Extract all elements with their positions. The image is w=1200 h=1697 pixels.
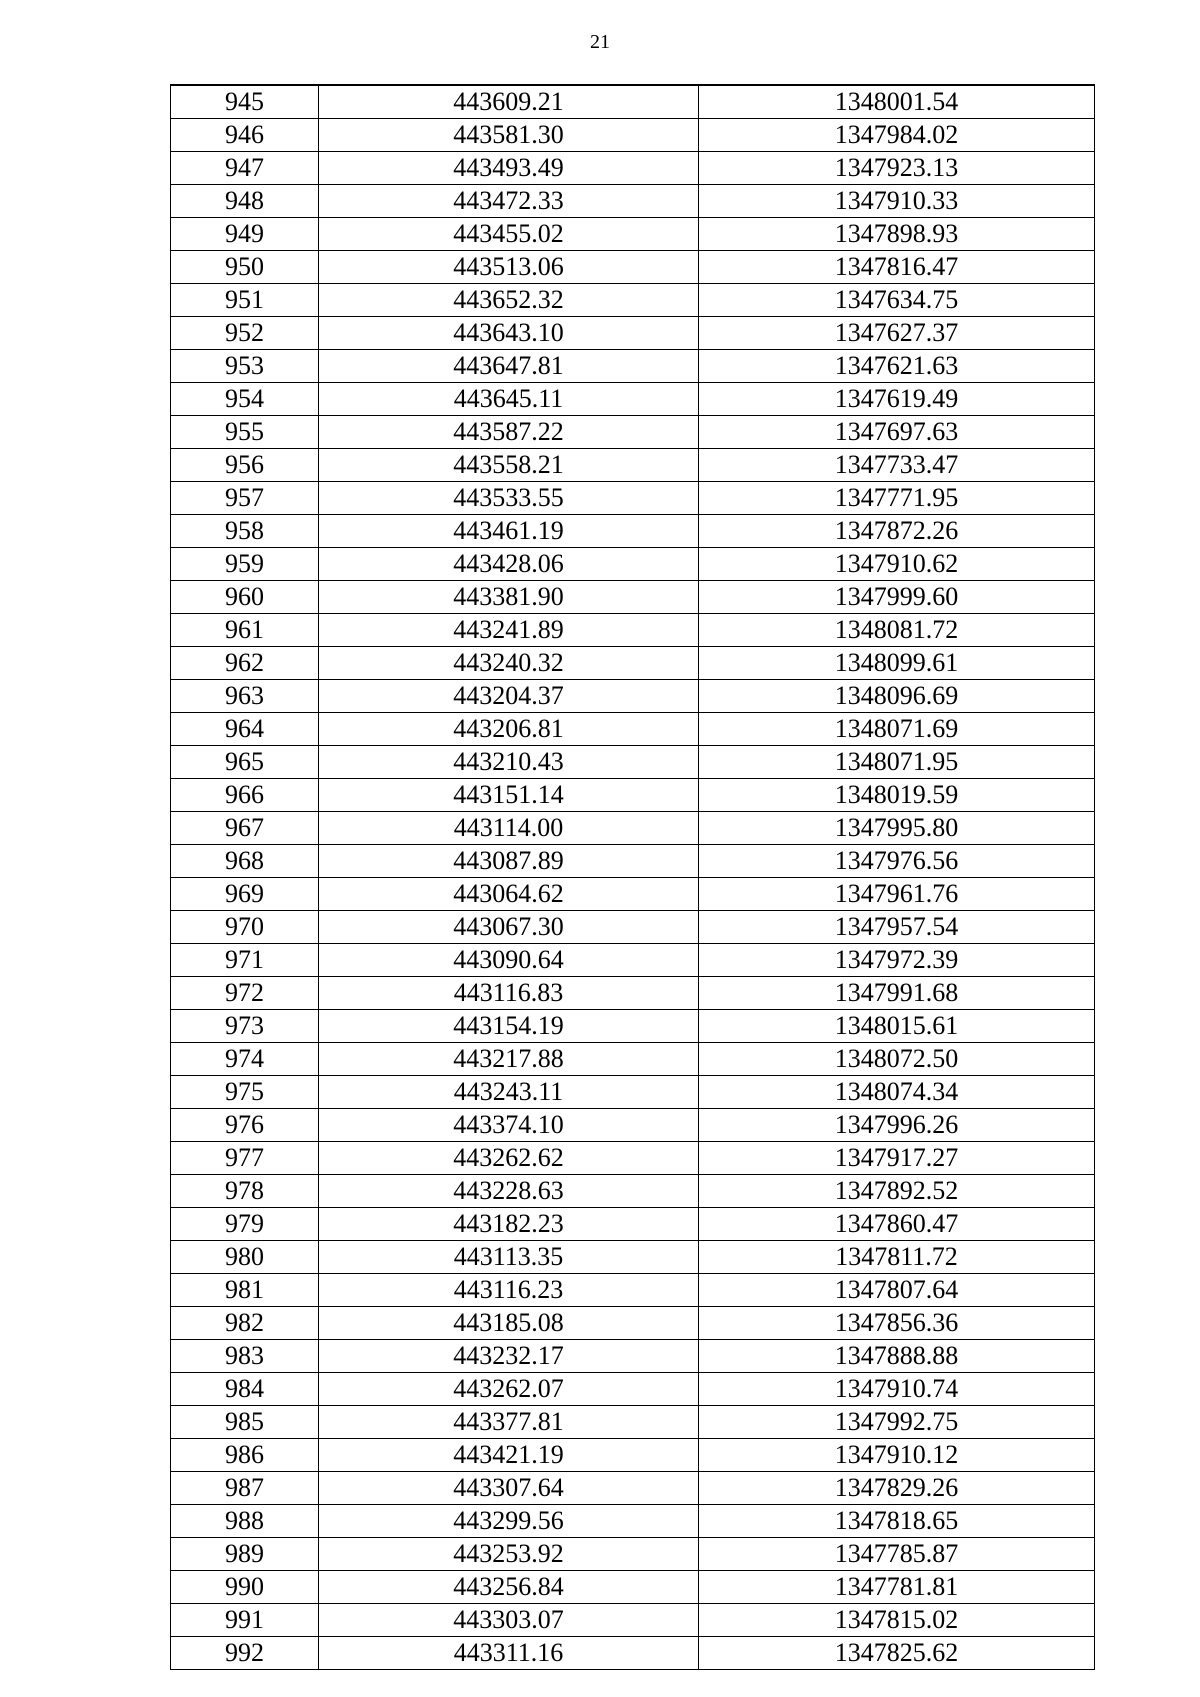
x-coordinate-cell: 443204.37: [319, 680, 699, 713]
y-coordinate-cell: 1348081.72: [699, 614, 1095, 647]
point-number-cell: 975: [171, 1076, 319, 1109]
table-row: [171, 779, 1095, 812]
y-coordinate-cell: 1347872.26: [699, 515, 1095, 548]
table-row: [171, 647, 1095, 680]
x-coordinate-cell: 443090.64: [319, 944, 699, 977]
point-number-cell: 951: [171, 284, 319, 317]
y-coordinate-cell: 1347627.37: [699, 317, 1095, 350]
x-coordinate-cell: 443253.92: [319, 1538, 699, 1571]
y-coordinate-cell: 1347818.65: [699, 1505, 1095, 1538]
x-coordinate-cell: 443645.11: [319, 383, 699, 416]
x-coordinate-cell: 443421.19: [319, 1439, 699, 1472]
x-coordinate-cell: 443374.10: [319, 1109, 699, 1142]
table-row: [171, 317, 1095, 350]
x-coordinate-cell: 443116.83: [319, 977, 699, 1010]
table-row: [171, 1109, 1095, 1142]
x-coordinate-cell: 443262.62: [319, 1142, 699, 1175]
x-coordinate-cell: 443377.81: [319, 1406, 699, 1439]
y-coordinate-cell: 1348071.95: [699, 746, 1095, 779]
x-coordinate-cell: 443206.81: [319, 713, 699, 746]
x-coordinate-cell: 443513.06: [319, 251, 699, 284]
table-row: [171, 218, 1095, 251]
point-number-cell: 953: [171, 350, 319, 383]
table-row: [171, 1439, 1095, 1472]
y-coordinate-cell: 1347733.47: [699, 449, 1095, 482]
table-row: [171, 581, 1095, 614]
x-coordinate-cell: 443067.30: [319, 911, 699, 944]
point-number-cell: 976: [171, 1109, 319, 1142]
x-coordinate-cell: 443256.84: [319, 1571, 699, 1604]
coordinates-table: [170, 84, 1095, 1670]
point-number-cell: 950: [171, 251, 319, 284]
y-coordinate-cell: 1347910.33: [699, 185, 1095, 218]
point-number-cell: 983: [171, 1340, 319, 1373]
x-coordinate-cell: 443241.89: [319, 614, 699, 647]
y-coordinate-cell: 1348099.61: [699, 647, 1095, 680]
y-coordinate-cell: 1347976.56: [699, 845, 1095, 878]
point-number-cell: 980: [171, 1241, 319, 1274]
table-row: [171, 548, 1095, 581]
table-row: [171, 977, 1095, 1010]
x-coordinate-cell: 443243.11: [319, 1076, 699, 1109]
y-coordinate-cell: 1347910.12: [699, 1439, 1095, 1472]
x-coordinate-cell: 443154.19: [319, 1010, 699, 1043]
y-coordinate-cell: 1347996.26: [699, 1109, 1095, 1142]
table-row: [171, 1142, 1095, 1175]
table-row: [171, 383, 1095, 416]
y-coordinate-cell: 1347923.13: [699, 152, 1095, 185]
point-number-cell: 973: [171, 1010, 319, 1043]
table-row: [171, 416, 1095, 449]
x-coordinate-cell: 443262.07: [319, 1373, 699, 1406]
y-coordinate-cell: 1347961.76: [699, 878, 1095, 911]
point-number-cell: 984: [171, 1373, 319, 1406]
table-row: [171, 1010, 1095, 1043]
point-number-cell: 954: [171, 383, 319, 416]
point-number-cell: 990: [171, 1571, 319, 1604]
point-number-cell: 958: [171, 515, 319, 548]
y-coordinate-cell: 1347972.39: [699, 944, 1095, 977]
x-coordinate-cell: 443558.21: [319, 449, 699, 482]
point-number-cell: 974: [171, 1043, 319, 1076]
point-number-cell: 957: [171, 482, 319, 515]
point-number-cell: 982: [171, 1307, 319, 1340]
y-coordinate-cell: 1347917.27: [699, 1142, 1095, 1175]
table-row: [171, 1076, 1095, 1109]
point-number-cell: 989: [171, 1538, 319, 1571]
y-coordinate-cell: 1347781.81: [699, 1571, 1095, 1604]
table-row: [171, 85, 1095, 119]
x-coordinate-cell: 443113.35: [319, 1241, 699, 1274]
y-coordinate-cell: 1347771.95: [699, 482, 1095, 515]
y-coordinate-cell: 1347892.52: [699, 1175, 1095, 1208]
table-row: [171, 1208, 1095, 1241]
y-coordinate-cell: 1348074.34: [699, 1076, 1095, 1109]
point-number-cell: 977: [171, 1142, 319, 1175]
y-coordinate-cell: 1347811.72: [699, 1241, 1095, 1274]
x-coordinate-cell: 443116.23: [319, 1274, 699, 1307]
point-number-cell: 978: [171, 1175, 319, 1208]
y-coordinate-cell: 1347825.62: [699, 1637, 1095, 1670]
table-row: [171, 251, 1095, 284]
y-coordinate-cell: 1348019.59: [699, 779, 1095, 812]
table-row: [171, 1274, 1095, 1307]
x-coordinate-cell: 443381.90: [319, 581, 699, 614]
table-row: [171, 1571, 1095, 1604]
x-coordinate-cell: 443587.22: [319, 416, 699, 449]
table-row: [171, 1505, 1095, 1538]
x-coordinate-cell: 443185.08: [319, 1307, 699, 1340]
x-coordinate-cell: 443307.64: [319, 1472, 699, 1505]
table-row: [171, 812, 1095, 845]
x-coordinate-cell: 443303.07: [319, 1604, 699, 1637]
point-number-cell: 971: [171, 944, 319, 977]
x-coordinate-cell: 443232.17: [319, 1340, 699, 1373]
table-row: [171, 944, 1095, 977]
table-row: [171, 284, 1095, 317]
table-row: [171, 1472, 1095, 1505]
point-number-cell: 962: [171, 647, 319, 680]
x-coordinate-cell: 443428.06: [319, 548, 699, 581]
y-coordinate-cell: 1347785.87: [699, 1538, 1095, 1571]
y-coordinate-cell: 1347815.02: [699, 1604, 1095, 1637]
point-number-cell: 991: [171, 1604, 319, 1637]
point-number-cell: 970: [171, 911, 319, 944]
y-coordinate-cell: 1347856.36: [699, 1307, 1095, 1340]
y-coordinate-cell: 1347829.26: [699, 1472, 1095, 1505]
x-coordinate-cell: 443609.21: [319, 85, 699, 119]
x-coordinate-cell: 443151.14: [319, 779, 699, 812]
table-row: [171, 1637, 1095, 1670]
point-number-cell: 963: [171, 680, 319, 713]
y-coordinate-cell: 1347984.02: [699, 119, 1095, 152]
x-coordinate-cell: 443643.10: [319, 317, 699, 350]
y-coordinate-cell: 1347807.64: [699, 1274, 1095, 1307]
point-number-cell: 967: [171, 812, 319, 845]
point-number-cell: 969: [171, 878, 319, 911]
y-coordinate-cell: 1347910.74: [699, 1373, 1095, 1406]
x-coordinate-cell: 443228.63: [319, 1175, 699, 1208]
point-number-cell: 972: [171, 977, 319, 1010]
point-number-cell: 968: [171, 845, 319, 878]
x-coordinate-cell: 443210.43: [319, 746, 699, 779]
y-coordinate-cell: 1348071.69: [699, 713, 1095, 746]
page-number: 21: [590, 31, 610, 53]
table-row: [171, 713, 1095, 746]
table-row: [171, 482, 1095, 515]
y-coordinate-cell: 1347860.47: [699, 1208, 1095, 1241]
point-number-cell: 992: [171, 1637, 319, 1670]
y-coordinate-cell: 1347634.75: [699, 284, 1095, 317]
point-number-cell: 986: [171, 1439, 319, 1472]
x-coordinate-cell: 443647.81: [319, 350, 699, 383]
table-row: [171, 911, 1095, 944]
table-row: [171, 1373, 1095, 1406]
point-number-cell: 948: [171, 185, 319, 218]
y-coordinate-cell: 1348096.69: [699, 680, 1095, 713]
point-number-cell: 952: [171, 317, 319, 350]
point-number-cell: 947: [171, 152, 319, 185]
y-coordinate-cell: 1347621.63: [699, 350, 1095, 383]
y-coordinate-cell: 1347999.60: [699, 581, 1095, 614]
table-row: [171, 185, 1095, 218]
table-row: [171, 350, 1095, 383]
y-coordinate-cell: 1347619.49: [699, 383, 1095, 416]
point-number-cell: 979: [171, 1208, 319, 1241]
x-coordinate-cell: 443217.88: [319, 1043, 699, 1076]
point-number-cell: 965: [171, 746, 319, 779]
table-row: [171, 878, 1095, 911]
x-coordinate-cell: 443064.62: [319, 878, 699, 911]
point-number-cell: 955: [171, 416, 319, 449]
table-row: [171, 1043, 1095, 1076]
table-row: [171, 614, 1095, 647]
y-coordinate-cell: 1348001.54: [699, 85, 1095, 119]
y-coordinate-cell: 1347910.62: [699, 548, 1095, 581]
point-number-cell: 985: [171, 1406, 319, 1439]
y-coordinate-cell: 1347995.80: [699, 812, 1095, 845]
x-coordinate-cell: 443240.32: [319, 647, 699, 680]
x-coordinate-cell: 443311.16: [319, 1637, 699, 1670]
table-row: [171, 680, 1095, 713]
y-coordinate-cell: 1347957.54: [699, 911, 1095, 944]
table-row: [171, 1175, 1095, 1208]
table-row: [171, 1406, 1095, 1439]
x-coordinate-cell: 443472.33: [319, 185, 699, 218]
table-row: [171, 449, 1095, 482]
y-coordinate-cell: 1347816.47: [699, 251, 1095, 284]
point-number-cell: 949: [171, 218, 319, 251]
table-row: [171, 1538, 1095, 1571]
point-number-cell: 981: [171, 1274, 319, 1307]
x-coordinate-cell: 443652.32: [319, 284, 699, 317]
y-coordinate-cell: 1347898.93: [699, 218, 1095, 251]
x-coordinate-cell: 443461.19: [319, 515, 699, 548]
point-number-cell: 959: [171, 548, 319, 581]
point-number-cell: 960: [171, 581, 319, 614]
x-coordinate-cell: 443533.55: [319, 482, 699, 515]
table-row: [171, 1340, 1095, 1373]
point-number-cell: 964: [171, 713, 319, 746]
table-row: [171, 515, 1095, 548]
x-coordinate-cell: 443114.00: [319, 812, 699, 845]
x-coordinate-cell: 443299.56: [319, 1505, 699, 1538]
x-coordinate-cell: 443455.02: [319, 218, 699, 251]
coordinates-table-body: [171, 85, 1095, 1670]
table-row: [171, 845, 1095, 878]
table-row: [171, 119, 1095, 152]
y-coordinate-cell: 1347888.88: [699, 1340, 1095, 1373]
point-number-cell: 946: [171, 119, 319, 152]
point-number-cell: 987: [171, 1472, 319, 1505]
y-coordinate-cell: 1348015.61: [699, 1010, 1095, 1043]
table-row: [171, 1241, 1095, 1274]
y-coordinate-cell: 1348072.50: [699, 1043, 1095, 1076]
x-coordinate-cell: 443087.89: [319, 845, 699, 878]
x-coordinate-cell: 443581.30: [319, 119, 699, 152]
table-row: [171, 152, 1095, 185]
table-row: [171, 1307, 1095, 1340]
point-number-cell: 961: [171, 614, 319, 647]
x-coordinate-cell: 443182.23: [319, 1208, 699, 1241]
y-coordinate-cell: 1347992.75: [699, 1406, 1095, 1439]
y-coordinate-cell: 1347697.63: [699, 416, 1095, 449]
point-number-cell: 956: [171, 449, 319, 482]
x-coordinate-cell: 443493.49: [319, 152, 699, 185]
point-number-cell: 966: [171, 779, 319, 812]
point-number-cell: 988: [171, 1505, 319, 1538]
table-row: [171, 746, 1095, 779]
point-number-cell: 945: [171, 85, 319, 119]
table-row: [171, 1604, 1095, 1637]
y-coordinate-cell: 1347991.68: [699, 977, 1095, 1010]
